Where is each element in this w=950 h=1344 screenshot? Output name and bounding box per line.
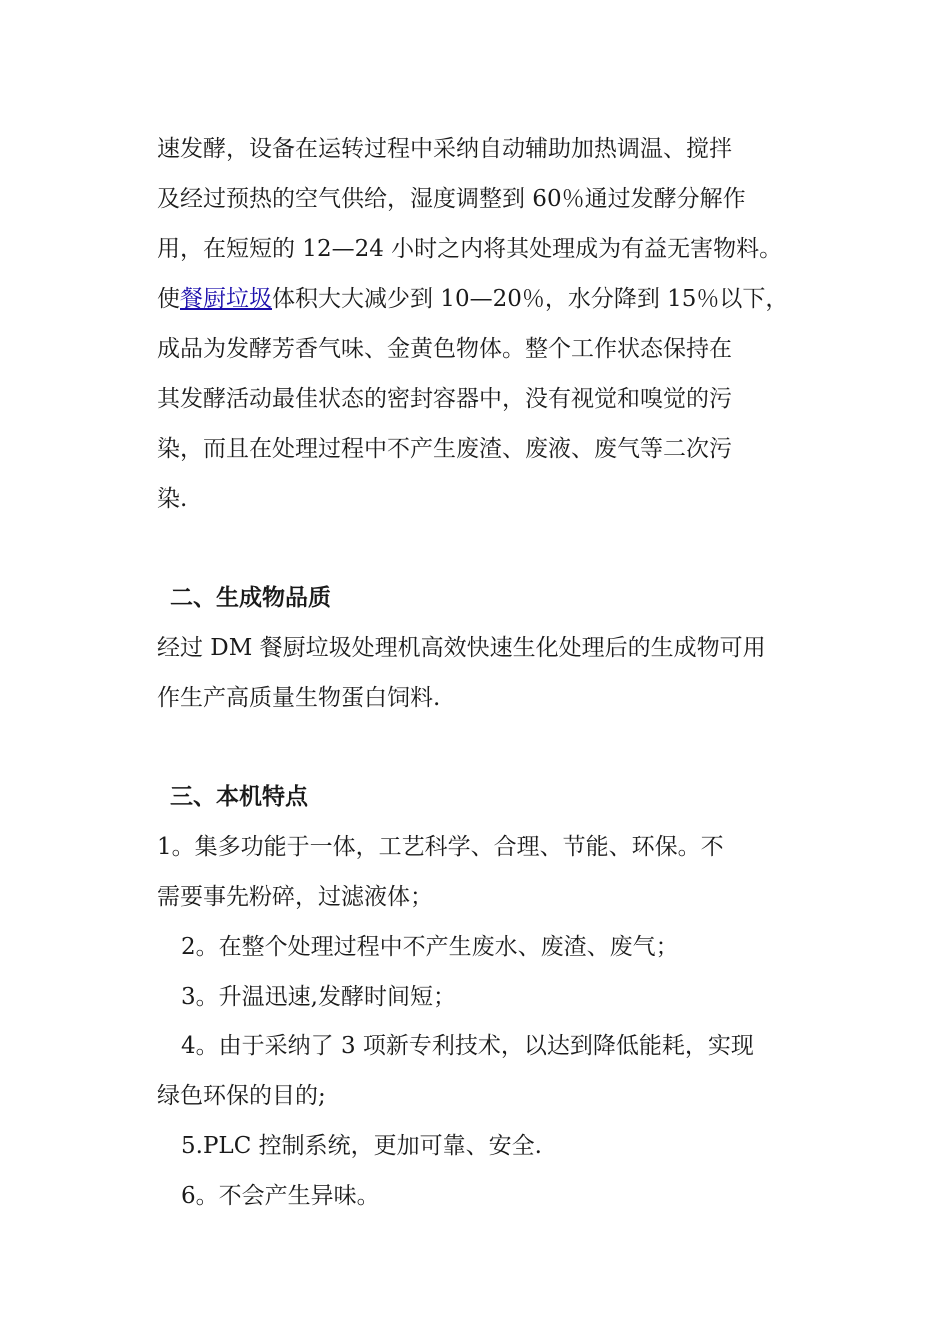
feature-1-line2: 需要事先粉碎，过滤液体； — [157, 884, 433, 910]
feature-6: 6。不会产生异味。 — [181, 1183, 380, 1209]
feature-4-line2: 绿色环保的目的; — [157, 1083, 326, 1109]
para1-line4 — [157, 284, 788, 314]
section2-heading: 二、生成物品质 — [170, 585, 331, 611]
feature-4-line1: 4。由于采纳了 3 项新专利技术，以达到降低能耗，实现 — [181, 1033, 754, 1059]
para1-line5: 成品为发酵芳香气味、金黄色物体。整个工作状态保持在 — [157, 336, 732, 362]
feature-1-line1: 1。集多功能于一体，工艺科学、合理、节能、环保。不 — [157, 834, 724, 860]
feature-3: 3。升温迅速,发酵时间短； — [181, 984, 456, 1010]
para1-line4-prefix: 使 — [157, 286, 180, 312]
section2-line2: 作生产高质量生物蛋白饲料. — [157, 685, 441, 711]
para1-line3: 用，在短短的 12—24 小时之内将其处理成为有益无害物料。 — [157, 236, 783, 262]
section2-line1: 经过 DM 餐厨垃圾处理机高效快速生化处理后的生成物可用 — [157, 635, 766, 661]
feature-2: 2。在整个处理过程中不产生废水、废渣、废气； — [181, 934, 679, 960]
para1-line4-suffix: 体积大大减少到 10—20％，水分降到 15％以下， — [272, 286, 789, 312]
kitchen-waste-link[interactable]: 餐厨垃圾 — [180, 286, 272, 312]
section3-heading: 三、本机特点 — [170, 784, 308, 810]
para1-line2: 及经过预热的空气供给，湿度调整到 60％通过发酵分解作 — [157, 186, 746, 212]
para1-line6: 其发酵活动最佳状态的密封容器中，没有视觉和嗅觉的污 — [157, 386, 732, 412]
para1-line7: 染，而且在处理过程中不产生废渣、废液、废气等二次污 — [157, 436, 732, 462]
feature-5: 5.PLC 控制系统，更加可靠、安全. — [181, 1133, 542, 1159]
para1-line8: 染. — [157, 486, 188, 512]
para1-line1: 速发酵，设备在运转过程中采纳自动辅助加热调温、搅拌 — [157, 136, 732, 162]
